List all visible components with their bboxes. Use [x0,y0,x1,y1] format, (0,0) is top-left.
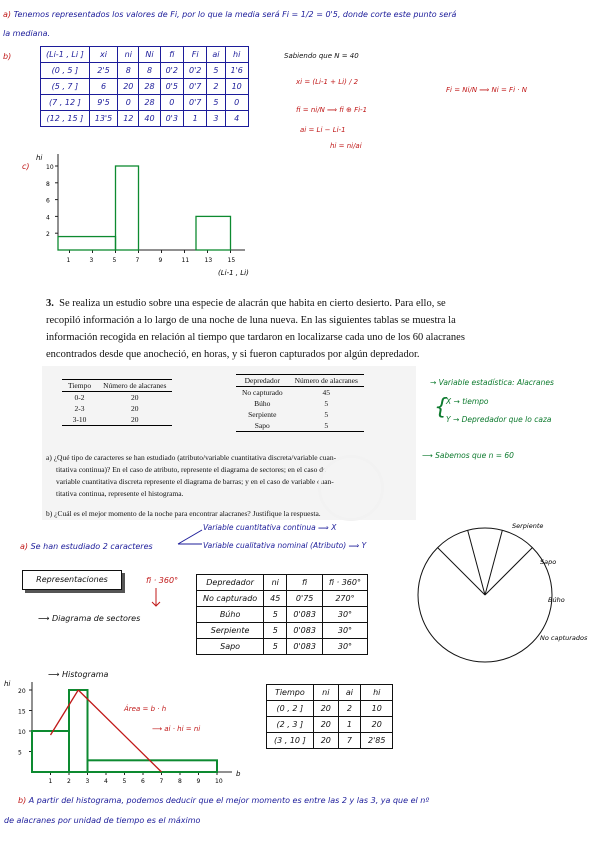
hist-a-ytick-label: 10 [18,729,26,736]
note-n60: ⟶ Sabemos que n = 60 [422,451,514,460]
answer-var-y: Variable cualitativa nominal (Atributo) ⟹ Y [203,541,367,550]
note-variable-text: Variable estadística: Alacranes [438,378,554,387]
sector-table-cell: 0'75 [287,591,323,607]
frequency-table-header-cell: Ni [139,47,160,63]
frequency-table-header-cell: Fi [183,47,206,63]
sector-table [196,574,368,655]
frequency-table-cell: 1 [183,111,206,127]
area-note-2-text: ai · hi = ni [164,725,201,733]
sector-table-header-cell: Depredador [197,575,264,591]
frequency-table-cell: (5 , 7 ] [41,79,90,95]
predator-data-cell: No capturado [242,388,283,397]
hist-a-xtick-label: 10 [215,778,223,785]
sector-table-cell: No capturado [197,591,264,607]
sector-table-cell: Sapo [197,639,264,655]
frequency-table-header-cell: ai [207,47,225,63]
time-data-table [62,379,172,426]
sector-table-row [197,591,368,607]
note-n: Sabiendo que N = 40 [284,52,359,60]
hist-a-bar [69,690,88,772]
frequency-table-cell: 8 [118,63,139,79]
hist-a-y-label: hi [4,680,11,688]
frequency-table-header-cell: (Li-1 , Li ] [41,47,90,63]
frequency-table-row [41,111,249,127]
question-b: b) ¿Cuál es el mejor momento de la noche para encontrar alacranes? Justifique la respuesta. [46,509,321,518]
question-a-line-2: titativa continua)? En el caso de atributo, represente el diagrama de sectores; en el caso de [56,465,327,474]
hist-a-x-label: b [236,770,241,778]
predator-data-cell: Búho [254,399,271,408]
hist-a-xtick-label: 7 [159,778,164,785]
frequency-table-cell: 2 [207,79,225,95]
part-a-label: a) [3,10,12,19]
time-answer-cell: (2 , 3 ] [267,717,314,733]
time-answer-body [267,701,393,749]
histogram-title-text: Histograma [62,670,109,679]
hist-c-bar [116,166,139,250]
predator-data-cell: Serpiente [248,410,277,419]
hist-a-bar [32,731,69,772]
hist-a-xtick-label: 9 [196,778,201,785]
sector-table-row [197,607,368,623]
time-data-cell: 20 [130,393,139,402]
frequency-table-header [41,47,249,63]
part-a-text: Tenemos representados los valores de Fi, por lo que la media será Fi = 1/2 = 0'5, donde corte este punto será [13,10,457,19]
hist-a-xtick-label: 1 [48,778,53,785]
hist-c-ytick-label: 6 [46,197,50,205]
answer-a-intro [20,542,153,551]
note-x: X → tiempo [446,397,489,406]
hist-c-xtick-label: 1 [66,257,71,264]
time-answer-cell: 7 [338,733,360,749]
predator-data-cell: 5 [324,399,329,408]
frequency-table-cell: 9'5 [89,95,117,111]
sector-table-cell: Serpiente [197,623,264,639]
time-data-header [62,380,172,392]
predator-data-cell: 45 [322,388,331,397]
sector-table-cell: 30° [322,639,367,655]
formula-f: fi = ni/N ⟹ fi ⊕ Fi-1 [296,106,368,114]
branch-arrows [176,526,206,550]
time-answer-header-cell: Tiempo [267,685,314,701]
histogram-c [30,150,290,282]
hist-a-ytick-label: 5 [18,749,22,757]
problem-3-line-4: encontrados desde que anocheció, en horas, y si fueron capturados por algún depredador. [46,349,420,360]
frequency-table-cell: 5 [207,95,225,111]
frequency-table-body [41,63,249,127]
histogram-answer [0,676,250,786]
frequency-table-cell: 0'2 [160,63,183,79]
predator-data-cell: Sapo [254,421,270,430]
sector-table-cell: 0'083 [287,607,323,623]
frequency-table-cell: (12 , 15 ] [41,111,90,127]
sector-table-row [197,623,368,639]
note-variable: → Variable estadística: Alacranes [430,378,554,387]
predator-data-header-cell: Número de alacranes [294,376,358,385]
time-answer-cell: 1 [338,717,360,733]
time-data-cell: 0-2 [74,393,85,402]
time-answer-cell: 20 [361,717,393,733]
part-a-line2: la mediana. [3,29,51,38]
hist-a-xtick-label: 3 [85,778,90,785]
pie-slice-boundary [468,530,485,595]
formula-a: ai = Li − Li-1 [300,126,346,134]
answer-b-text: A partir del histograma, podemos deducir que el mejor momento es entre las 2 y las 3, ya que el nº [28,796,430,805]
time-answer-cell: (3 , 10 ] [267,733,314,749]
note-y: Y → Depredador que lo caza [446,415,552,424]
time-data-body [62,392,172,426]
hist-a-xtick-label: 4 [104,778,108,785]
frequency-table-cell: (7 , 12 ] [41,95,90,111]
predator-data-row [236,387,364,399]
frequency-table-cell: 20 [118,79,139,95]
time-answer-row [267,701,393,717]
time-answer-header [267,685,393,701]
predator-data-cell: 5 [324,421,329,430]
pie-label: Búho [548,596,565,604]
hist-c-ytick-label: 10 [46,164,54,171]
question-a-line-4: titativa continua, represente el histograma. [56,489,184,498]
time-answer-cell: 20 [313,717,338,733]
histogram-title: ⟶ Histograma [48,670,109,679]
sector-table-cell: 30° [322,607,367,623]
sector-table-cell: 5 [264,623,287,639]
frequency-table-header-cell: hi [225,47,248,63]
pie-label: No capturados [540,634,588,642]
sector-table-row [197,639,368,655]
answer-a-label: a) [20,542,29,551]
time-answer-row [267,733,393,749]
time-answer-cell: 20 [313,701,338,717]
hist-c-y-label: hi [36,154,43,162]
time-answer-row [267,717,393,733]
frequency-table-row [41,95,249,111]
sector-table-header-cell: ni [264,575,287,591]
part-a-line1 [3,10,456,19]
fi-360-note: fi · 360° [146,576,179,585]
sector-table-cell: 5 [264,607,287,623]
sector-table-body [197,591,368,655]
frequency-table-cell: 0'7 [183,79,206,95]
predator-data-cell: 5 [324,410,329,419]
frequency-table-cell: 40 [139,111,160,127]
hist-c-xtick-label: 13 [204,257,213,264]
answer-b-line1 [18,796,429,805]
question-a-line-3: variable cuantitativa discreta represente el diagrama de barras; y en el caso de variable cuan- [56,477,334,486]
frequency-table-cell: 3 [207,111,225,127]
frequency-table-cell: 0'5 [160,79,183,95]
brace-glyph: { [434,395,448,420]
frequency-table-cell: 2'5 [89,63,117,79]
time-data-cell: 2-3 [74,404,85,413]
answer-var-x: Variable cuantitativa continua ⟹ X [203,523,337,532]
time-data-cell: 3-10 [72,415,87,424]
formula-h: hi = ni/ai [330,142,362,150]
part-c-label: c) [22,162,30,171]
frequency-table-cell: 1'6 [225,63,248,79]
time-answer-cell: (0 , 2 ] [267,701,314,717]
frequency-table [40,46,249,127]
time-data-row [62,392,172,404]
frequency-table-row [41,79,249,95]
hist-a-xtick-label: 2 [67,778,71,785]
frequency-table-cell: 4 [225,111,248,127]
frequency-table-cell: 0 [225,95,248,111]
time-answer-cell: 2'85 [361,733,393,749]
note-n60-text: Sabemos que n = 60 [435,451,514,460]
time-answer-cell: 10 [361,701,393,717]
frequency-table-cell: 0 [160,95,183,111]
hist-c-bar [58,237,116,250]
time-data-header-cell: Tiempo [68,381,92,390]
time-data-row [62,414,172,426]
time-data-header-cell: Número de alacranes [103,381,167,390]
hist-c-ytick-label: 8 [46,180,50,188]
hist-a-rise-line [51,690,79,735]
formula-x: xi = (Li-1 + Li) / 2 [296,78,359,86]
hist-c-xtick-label: 3 [89,257,94,264]
predator-data-row [236,398,364,409]
sector-table-cell: 0'083 [287,623,323,639]
hist-c-xtick-label: 5 [112,257,117,264]
area-note: Área = b · h [124,705,167,713]
sector-table-header [197,575,368,591]
watermark-circle [318,455,384,521]
representaciones-box: Representaciones [22,570,122,590]
frequency-table-cell: 28 [139,79,160,95]
frequency-table-cell: 5 [207,63,225,79]
pie-chart [400,520,600,670]
frequency-table-header-cell: fi [160,47,183,63]
answer-b-label: b) [18,796,27,805]
question-a [46,452,336,500]
formula-F: Fi = Ni/N ⟹ Ni = Fi · N [446,86,527,94]
time-answer-cell: 20 [313,733,338,749]
pie-label: Serpiente [512,522,544,530]
frequency-table-cell: 10 [225,79,248,95]
part-b-label: b) [3,52,12,61]
time-answer-cell: 2 [338,701,360,717]
question-a-line-1: a) ¿Qué tipo de caracteres se han estudiado (atributo/variable cuantitativa discreta/variable cuan- [46,453,337,462]
time-answer-header-cell: ai [338,685,360,701]
time-answer-header-cell: ni [313,685,338,701]
problem-3-line-3: información recogida en relación al tiempo que tardaron en localizarse cada uno de los 60 alacranes [46,332,465,343]
sector-table-cell: 5 [264,639,287,655]
hist-c-bar [196,216,231,250]
time-data-cell: 20 [130,404,139,413]
fi-arrow [150,588,162,608]
sector-table-cell: 45 [264,591,287,607]
predator-data-header-cell: Depredador [244,376,280,385]
frequency-table-cell: 0'2 [183,63,206,79]
predator-data-header [236,375,364,387]
predator-data-body [236,387,364,432]
time-data-row [62,403,172,414]
hist-c-ytick-label: 4 [46,214,50,222]
frequency-table-cell: 0'7 [183,95,206,111]
frequency-table-row [41,63,249,79]
sector-table-cell: 270° [322,591,367,607]
frequency-table-cell: 8 [139,63,160,79]
frequency-table-cell: (0 , 5 ] [41,63,90,79]
hist-c-xtick-label: 7 [135,257,140,264]
pie-slice-boundary [485,548,532,595]
problem-number: 3. [46,298,54,309]
frequency-table-header-cell: ni [118,47,139,63]
sector-table-header-cell: fi [287,575,323,591]
problem-3-line-1 [46,295,566,312]
hist-a-ytick-label: 15 [18,708,26,716]
frequency-table-cell: 28 [139,95,160,111]
hist-a-xtick-label: 5 [122,778,127,785]
pie-slice-boundary [438,548,485,595]
hist-c-x-label: (Li-1 , Li) [218,269,249,277]
sector-table-cell: Búho [197,607,264,623]
predator-data-row [236,420,364,432]
area-note-2: ⟶ ai · hi = ni [152,725,201,733]
problem-3-line-2: recopiló información a lo largo de una noche de luna nueva. En las siguientes tablas se muestra la [46,315,456,326]
frequency-table-cell: 0 [118,95,139,111]
problem-3-text-1: Se realiza un estudio sobre una especie de alacrán que habita en cierto desierto. Para ello, se [59,298,446,309]
sector-table-cell: 30° [322,623,367,639]
sector-table-cell: 0'083 [287,639,323,655]
hist-c-ytick-label: 2 [46,231,50,239]
frequency-table-cell: 13'5 [89,111,117,127]
hist-a-ytick-label: 20 [18,688,26,695]
answer-a-text: Se han estudiado 2 caracteres [30,542,153,551]
time-answer-header-cell: hi [361,685,393,701]
sector-diagram-text: Diagrama de sectores [52,614,141,623]
predator-data-table [236,374,364,432]
frequency-table-cell: 12 [118,111,139,127]
time-answer-table [266,684,393,749]
frequency-table-header-cell: xi [89,47,117,63]
frequency-table-cell: 0'3 [160,111,183,127]
answer-b-line2: de alacranes por unidad de tiempo es el máximo [4,816,201,825]
hist-a-xtick-label: 6 [141,778,145,785]
sector-table-header-cell: fi · 360° [322,575,367,591]
problem-3-text [46,295,566,363]
hist-c-xtick-label: 11 [181,257,190,264]
sector-diagram-label: ⟶ Diagrama de sectores [38,614,141,623]
time-data-cell: 20 [130,415,139,424]
pie-label: Sapo [540,558,557,566]
frequency-table-cell: 6 [89,79,117,95]
pie-slice-boundary [485,530,502,595]
predator-data-row [236,409,364,420]
hist-c-xtick-label: 9 [158,257,163,264]
hist-a-xtick-label: 8 [178,778,182,785]
hist-c-xtick-label: 15 [227,257,236,264]
